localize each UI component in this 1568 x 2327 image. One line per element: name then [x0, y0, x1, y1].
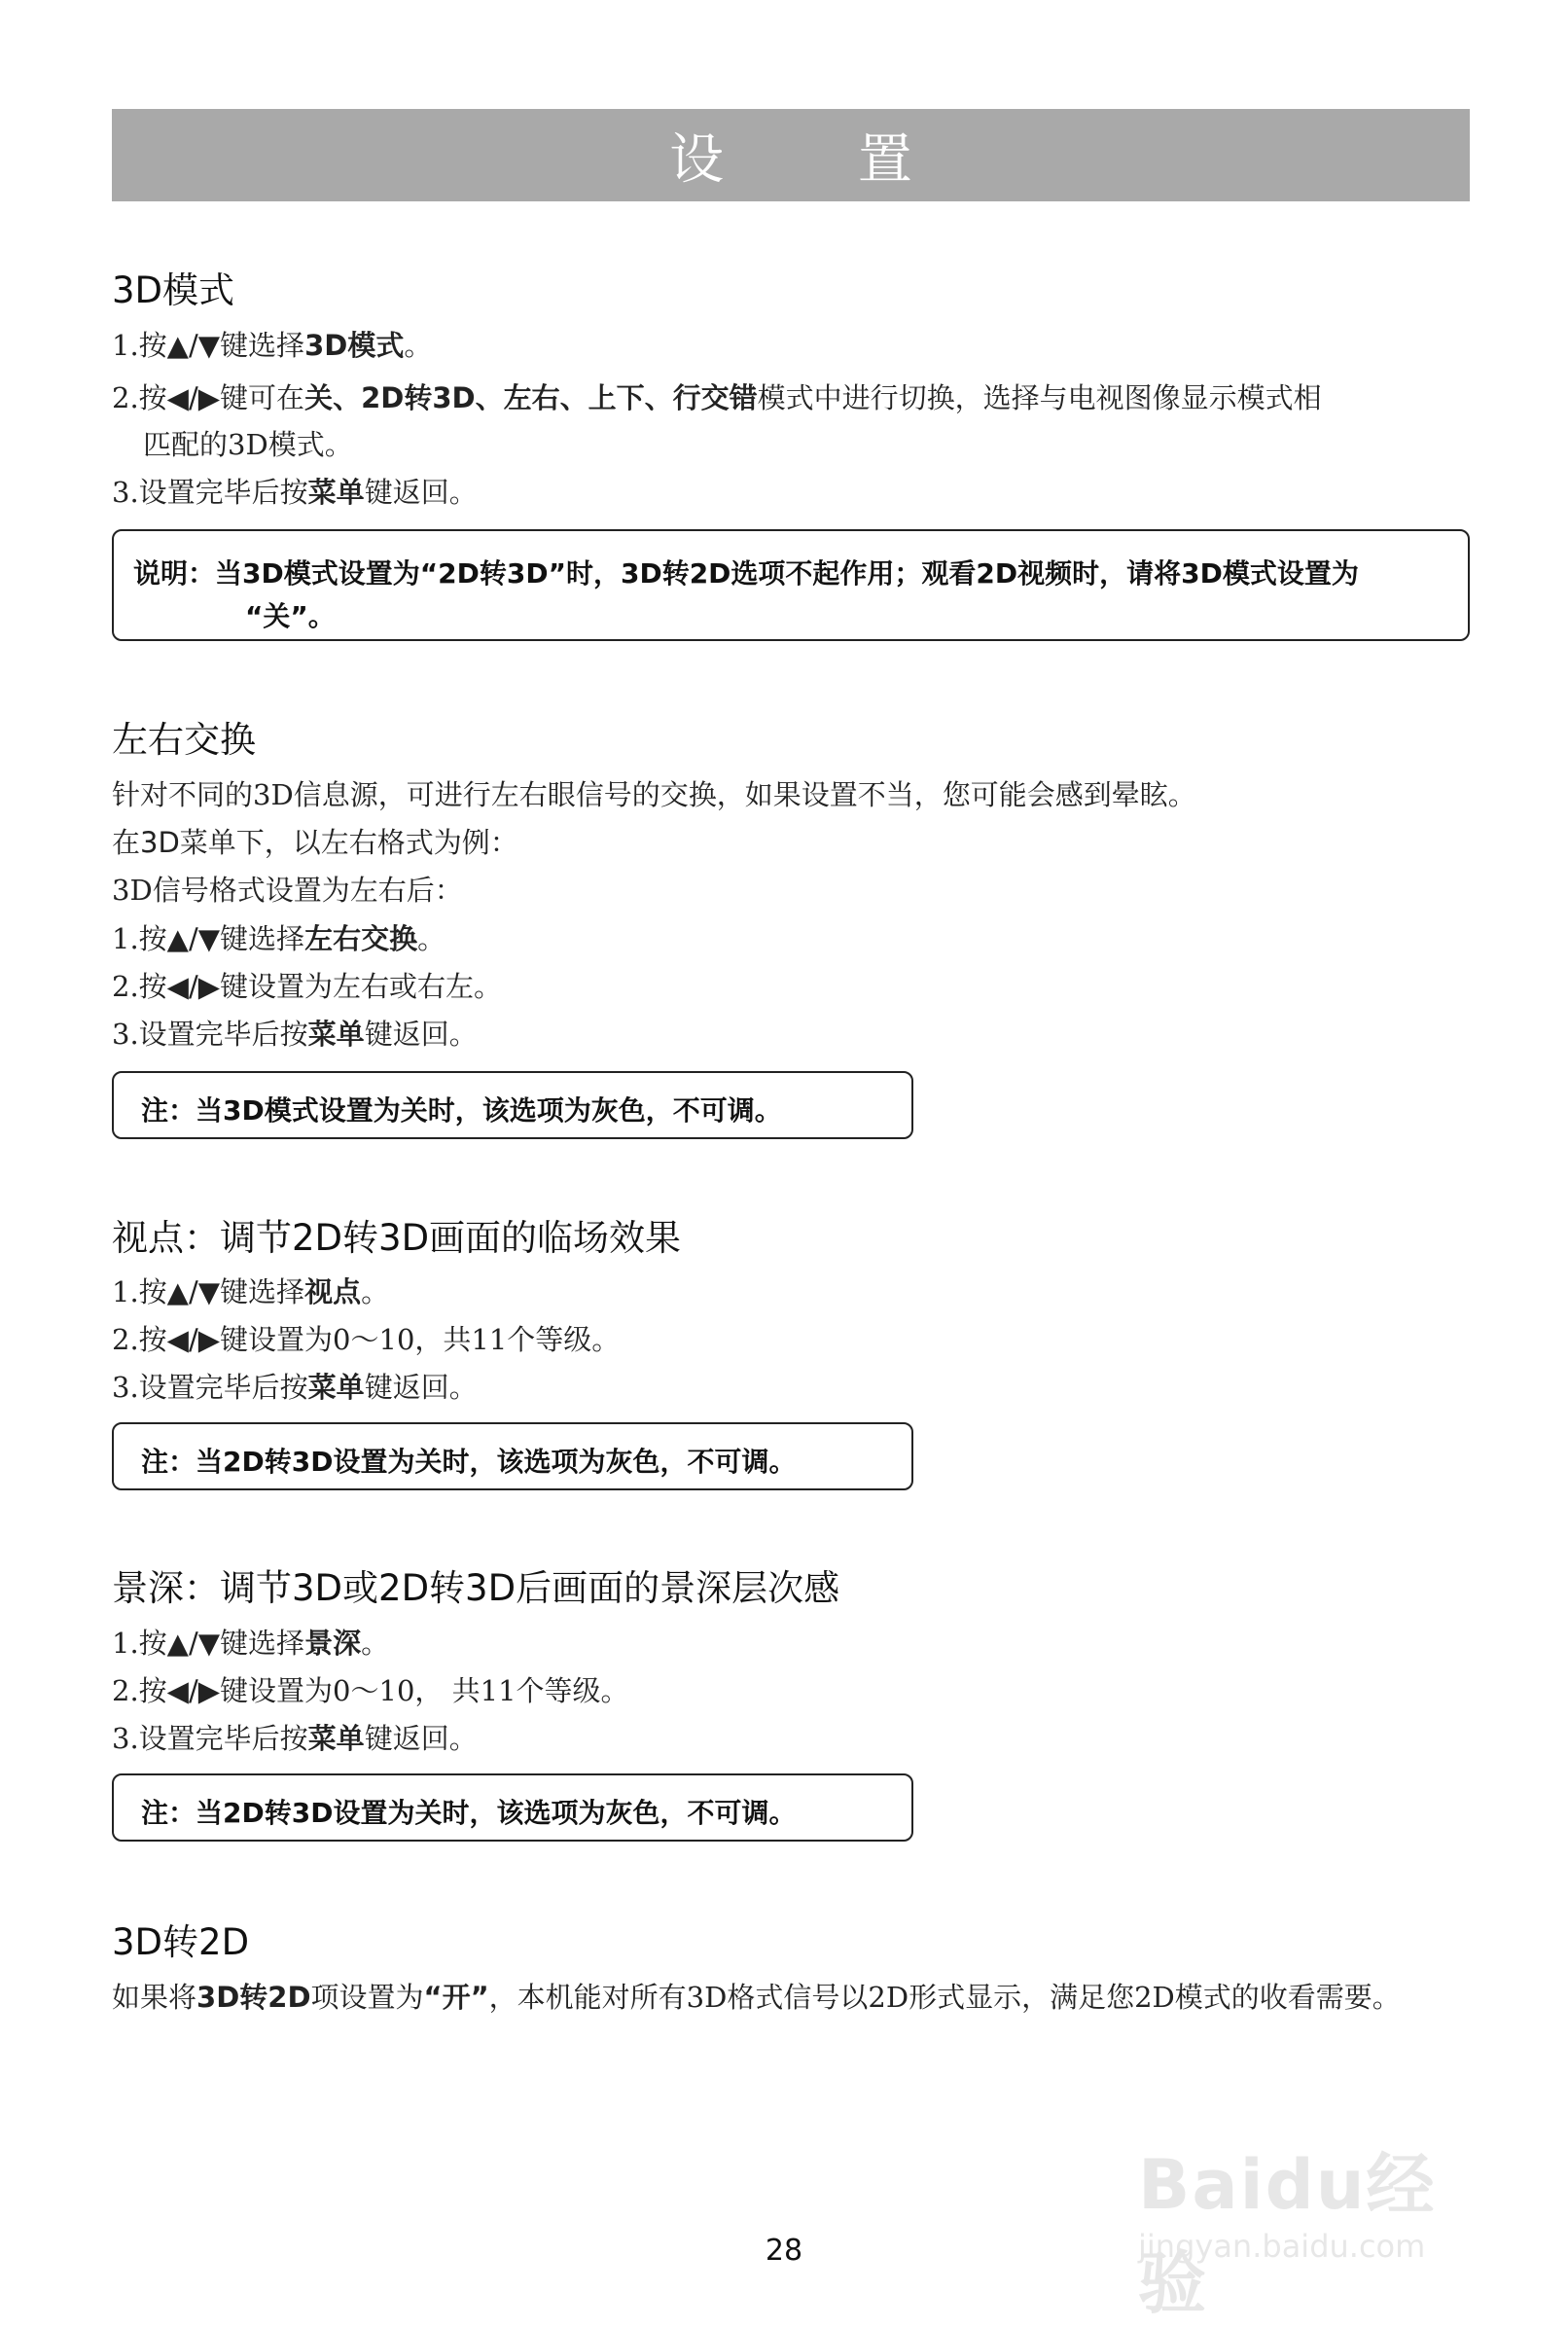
watermark-logo: Baidu经验 [1138, 2145, 1437, 2323]
step-2: 2.按◀/▶键设置为0～10， 共11个等级。 [112, 1674, 629, 1707]
note-box [112, 1071, 913, 1139]
step-1: 1.按▲/▼键选择景深。 [112, 1627, 390, 1660]
step-3: 3.设置完毕后按菜单键返回。 [112, 1722, 478, 1755]
step-2-continued: 匹配的3D模式。 [143, 428, 353, 461]
step-1: 1.按▲/▼键选择视点。 [112, 1275, 390, 1308]
page-number: 28 [765, 2234, 803, 2268]
section-title-3d-to-2d: 3D转2D [112, 1921, 250, 1963]
step-3: 3.设置完毕后按菜单键返回。 [112, 1018, 478, 1051]
step-1: 1.按▲/▼键选择左右交换。 [112, 922, 446, 955]
step-3: 3.设置完毕后按菜单键返回。 [112, 476, 478, 509]
up-down-arrow-icon: ▲/▼ [166, 1627, 221, 1660]
step-2: 2.按◀/▶键可在关、2D转3D、左右、上下、行交错模式中进行切换，选择与电视图像显示模式相 [112, 381, 1322, 414]
step-2: 2.按◀/▶键设置为左右或右左。 [112, 970, 503, 1003]
section-title-3d-mode: 3D模式 [112, 269, 235, 311]
left-right-arrow-icon: ◀/▶ [166, 1323, 221, 1356]
up-down-arrow-icon: ▲/▼ [166, 329, 221, 362]
note-box [112, 1422, 913, 1490]
up-down-arrow-icon: ▲/▼ [166, 1275, 221, 1308]
note-text: 注：当2D转3D设置为关时，该选项为灰色，不可调。 [141, 1797, 797, 1829]
left-right-arrow-icon: ◀/▶ [166, 381, 221, 414]
left-right-arrow-icon: ◀/▶ [166, 1674, 221, 1707]
note-text: 说明：当3D模式设置为“2D转3D”时，3D转2D选项不起作用；观看2D视频时，请将3D模式设置为 [133, 557, 1359, 590]
note-text: 注：当2D转3D设置为关时，该选项为灰色，不可调。 [141, 1446, 797, 1478]
section-title-lr-swap: 左右交换 [112, 719, 256, 761]
step-1: 1.按▲/▼键选择3D模式。 [112, 329, 433, 362]
paragraph: 在3D菜单下，以左右格式为例： [112, 826, 518, 859]
paragraph: 如果将3D转2D项设置为“开”，本机能对所有3D格式信号以2D形式显示，满足您2D模式的收看需要。 [112, 1981, 1401, 2014]
paragraph: 3D信号格式设置为左右后： [112, 874, 463, 907]
step-3: 3.设置完毕后按菜单键返回。 [112, 1371, 478, 1404]
section-title-viewpoint: 视点：调节2D转3D画面的临场效果 [112, 1217, 682, 1259]
watermark-url: jingyan.baidu.com [1138, 2228, 1426, 2265]
left-right-arrow-icon: ◀/▶ [166, 970, 221, 1003]
paragraph: 针对不同的3D信息源，可进行左右眼信号的交换，如果设置不当，您可能会感到晕眩。 [112, 778, 1196, 811]
up-down-arrow-icon: ▲/▼ [166, 922, 221, 955]
note-text: 注：当3D模式设置为关时，该选项为灰色，不可调。 [141, 1094, 782, 1127]
note-text-continued: “关”。 [245, 600, 336, 632]
section-title-depth: 景深：调节3D或2D转3D后画面的景深层次感 [112, 1567, 840, 1609]
page-header-bar [112, 109, 1470, 201]
page-title: 设 置 [669, 127, 971, 192]
note-box [112, 1773, 913, 1842]
step-2: 2.按◀/▶键设置为0～10，共11个等级。 [112, 1323, 621, 1356]
note-box [112, 529, 1470, 641]
